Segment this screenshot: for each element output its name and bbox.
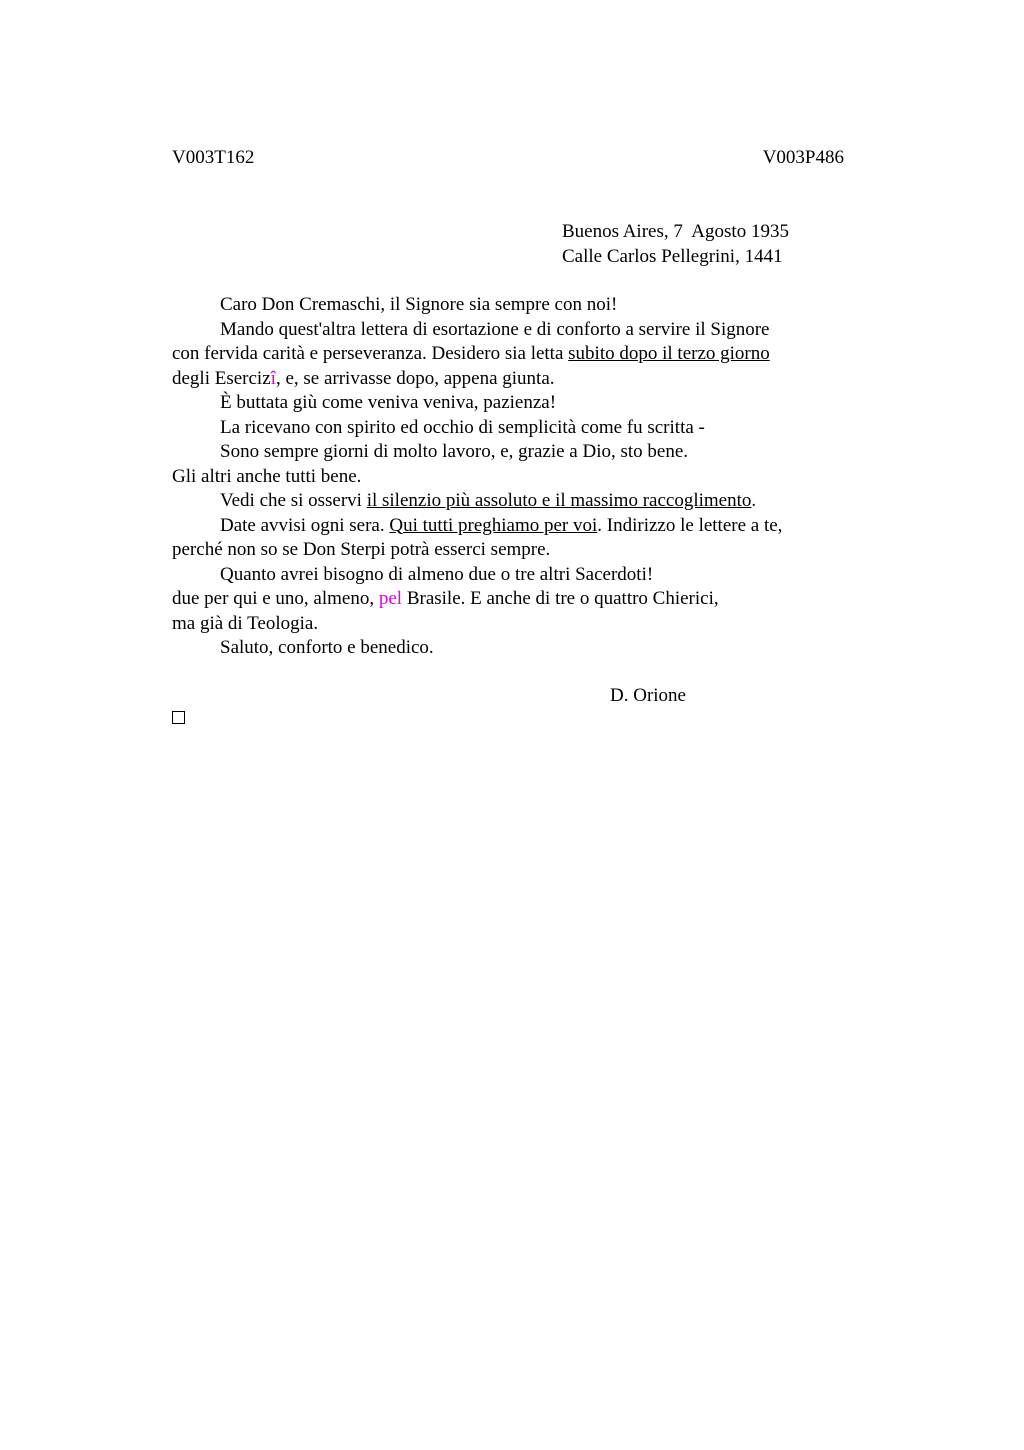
place-date: Buenos Aires, 7 Agosto 1935 bbox=[562, 221, 789, 242]
body-line-13 bbox=[172, 587, 852, 612]
body-line-9 bbox=[172, 489, 852, 514]
body-line-14: ma già di Teologia. bbox=[172, 612, 319, 634]
underlined-phrase-third-day: subito dopo il terzo giorno bbox=[568, 343, 770, 364]
body-line-2: Mando quest'altra lettera di esortazione e di conforto a servire il Signore bbox=[220, 318, 770, 340]
reference-code-left: V003T162 bbox=[172, 147, 255, 168]
body-line-10-text-c: . Indirizzo le lettere a te, bbox=[597, 514, 783, 536]
body-line-1: Caro Don Cremaschi, il Signore sia sempre con noi! bbox=[220, 294, 618, 315]
body-line-12: Quanto avrei bisogno di almeno due o tre altri Sacerdoti! bbox=[220, 563, 654, 585]
body-line-3-text: con fervida carità e perseveranza. Desidero sia letta bbox=[172, 343, 569, 364]
body-line-4-text-a: degli Esercizî bbox=[172, 367, 276, 389]
body-line-13-text-c: Brasile. E anche di tre o quattro Chierici, bbox=[402, 588, 719, 609]
body-line-4-text-b: , e, se arrivasse dopo, appena giunta. bbox=[275, 367, 555, 389]
body-line-10-text-a: Date avvisi ogni sera. bbox=[220, 514, 390, 536]
letter-body bbox=[172, 293, 852, 661]
body-line-6: La ricevano con spirito ed occhio di semplicità come fu scritta - bbox=[220, 416, 705, 438]
body-line-5: È buttata giù come veniva veniva, pazienza! bbox=[220, 392, 557, 413]
signature: D. Orione bbox=[610, 685, 686, 706]
underlined-phrase-prayer: Qui tutti preghiamo per voi bbox=[389, 514, 598, 536]
end-square-icon bbox=[172, 711, 185, 724]
underlined-phrase-silence: il silenzio più assoluto e il massimo raccoglimento bbox=[366, 490, 752, 511]
body-line-9-text-a: Vedi che si osservi bbox=[220, 490, 367, 511]
letter-heading bbox=[562, 220, 789, 269]
body-line-8: Gli altri anche tutti bene. bbox=[172, 465, 362, 487]
highlighted-letter-i: î bbox=[270, 367, 276, 389]
body-line-9-text-c: . bbox=[751, 490, 757, 511]
body-line-11: perché non so se Don Sterpi potrà esserci sempre. bbox=[172, 539, 551, 560]
reference-code-right: V003P486 bbox=[762, 147, 844, 168]
body-line-13-text-a: due per qui e uno, almeno, bbox=[172, 588, 379, 609]
highlighted-word-pel: pel bbox=[378, 588, 403, 609]
body-line-4 bbox=[172, 367, 852, 392]
body-line-10 bbox=[172, 514, 852, 539]
address: Calle Carlos Pellegrini, 1441 bbox=[562, 245, 783, 267]
body-line-7: Sono sempre giorni di molto lavoro, e, grazie a Dio, sto bene. bbox=[220, 441, 689, 462]
body-line-15: Saluto, conforto e benedico. bbox=[220, 637, 434, 658]
body-line-3 bbox=[172, 342, 852, 367]
